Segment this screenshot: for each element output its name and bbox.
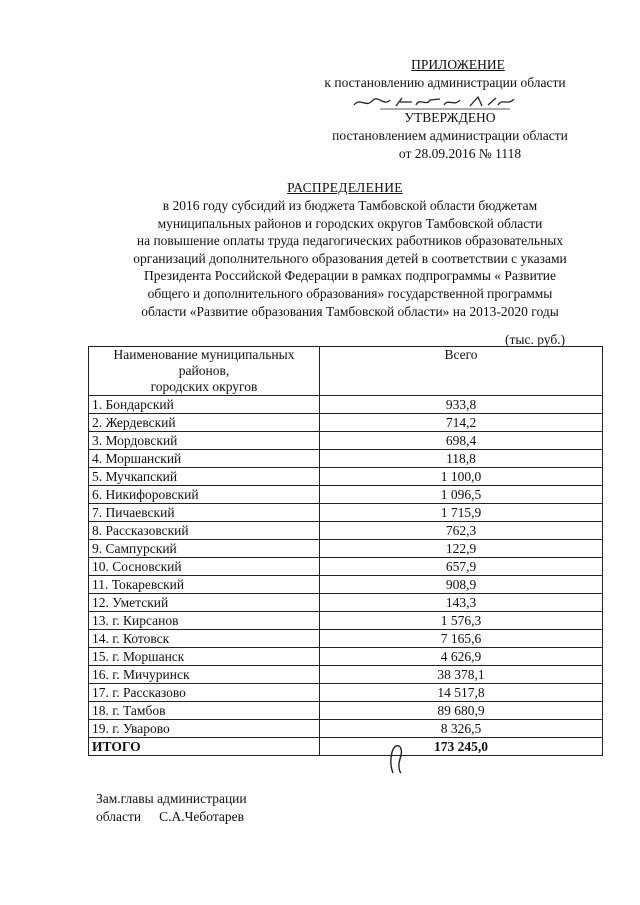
description-line: организаций дополнительного образования детей в соответствии с указами bbox=[133, 250, 567, 266]
row-total: 14 517,8 bbox=[320, 684, 603, 702]
table-header-row bbox=[89, 347, 603, 396]
table-row bbox=[89, 594, 603, 612]
row-total: 38 378,1 bbox=[320, 666, 603, 684]
row-total: 1 715,9 bbox=[320, 504, 603, 522]
units-label: (тыс. руб.) bbox=[505, 332, 566, 347]
signature-position-2: области bbox=[96, 809, 142, 824]
row-name: 6. Никифоровский bbox=[89, 486, 320, 504]
header-name-line: Наименование муниципальных bbox=[113, 347, 295, 362]
table-row bbox=[89, 450, 603, 468]
signature-line bbox=[96, 808, 244, 825]
row-total: 714,2 bbox=[320, 414, 603, 432]
table-row bbox=[89, 540, 603, 558]
row-total: 8 326,5 bbox=[320, 720, 603, 738]
total-label: ИТОГО bbox=[89, 738, 320, 756]
table-row bbox=[89, 576, 603, 594]
header-name-line: городских округов bbox=[150, 379, 258, 394]
table-row bbox=[89, 432, 603, 450]
row-total: 7 165,6 bbox=[320, 630, 603, 648]
row-name: 15. г. Моршанск bbox=[89, 648, 320, 666]
approved-title: УТВЕРЖДЕНО bbox=[404, 110, 496, 125]
approved-line-1: постановлением администрации области bbox=[332, 128, 568, 143]
row-total: 4 626,9 bbox=[320, 648, 603, 666]
row-total: 1 096,5 bbox=[320, 486, 603, 504]
table-row bbox=[89, 720, 603, 738]
table-row bbox=[89, 702, 603, 720]
table-row bbox=[89, 630, 603, 648]
row-name: 5. Мучкапский bbox=[89, 468, 320, 486]
row-total: 1 576,3 bbox=[320, 612, 603, 630]
row-name: 18. г. Тамбов bbox=[89, 702, 320, 720]
row-name: 12. Уметский bbox=[89, 594, 320, 612]
table-row bbox=[89, 684, 603, 702]
row-name: 17. г. Рассказово bbox=[89, 684, 320, 702]
row-name: 4. Моршанский bbox=[89, 450, 320, 468]
row-name: 13. г. Кирсанов bbox=[89, 612, 320, 630]
table-row bbox=[89, 522, 603, 540]
distribution-table bbox=[88, 346, 603, 756]
table-row bbox=[89, 468, 603, 486]
row-total: 908,9 bbox=[320, 576, 603, 594]
row-total: 143,3 bbox=[320, 594, 603, 612]
distribution-title: РАСПРЕДЕЛЕНИЕ bbox=[287, 180, 403, 195]
row-name: 1. Бондарский bbox=[89, 396, 320, 414]
row-name: 16. г. Мичуринск bbox=[89, 666, 320, 684]
row-name: 11. Токаревский bbox=[89, 576, 320, 594]
row-name: 10. Сосновский bbox=[89, 558, 320, 576]
table-row bbox=[89, 666, 603, 684]
description-line: общего и дополнительного образования» государственной программы bbox=[147, 285, 553, 301]
signature-name: С.А.Чеботарев bbox=[159, 809, 245, 824]
row-name: 2. Жердевский bbox=[89, 414, 320, 432]
annex-title: ПРИЛОЖЕНИЕ bbox=[411, 57, 505, 72]
approved-line-2: от 28.09.2016 № 1118 bbox=[398, 146, 522, 161]
row-total: 89 680,9 bbox=[320, 702, 603, 720]
header-name bbox=[89, 347, 320, 396]
row-name: 3. Мордовский bbox=[89, 432, 320, 450]
table-row bbox=[89, 648, 603, 666]
row-total: 698,4 bbox=[320, 432, 603, 450]
handwritten-mark bbox=[385, 743, 407, 775]
annex-subtitle: к постановлению администрации области bbox=[324, 75, 566, 90]
description-line: муниципальных районов и городских округов Тамбовской области bbox=[157, 215, 543, 231]
row-name: 19. г. Уварово bbox=[89, 720, 320, 738]
row-total: 762,3 bbox=[320, 522, 603, 540]
handwritten-date-signature bbox=[350, 93, 520, 111]
row-total: 122,9 bbox=[320, 540, 603, 558]
row-name: 14. г. Котовск bbox=[89, 630, 320, 648]
row-name: 7. Пичаевский bbox=[89, 504, 320, 522]
row-total: 1 100,0 bbox=[320, 468, 603, 486]
row-name: 8. Рассказовский bbox=[89, 522, 320, 540]
description-line: в 2016 году субсидий из бюджета Тамбовской области бюджетам bbox=[162, 198, 538, 213]
table-row bbox=[89, 558, 603, 576]
total-row bbox=[89, 738, 603, 756]
table-row bbox=[89, 486, 603, 504]
table-row bbox=[89, 396, 603, 414]
description-line: на повышение оплаты труда педагогических работников образовательных bbox=[136, 233, 564, 249]
signature-position: Зам.главы администрации bbox=[96, 791, 247, 806]
header-total: Всего bbox=[320, 347, 603, 396]
header-name-line: районов, bbox=[178, 363, 230, 378]
row-total: 657,9 bbox=[320, 558, 603, 576]
row-total: 933,8 bbox=[320, 396, 603, 414]
description-line: области «Развитие образования Тамбовской области» на 2013-2020 годы bbox=[141, 303, 559, 319]
row-total: 118,8 bbox=[320, 450, 603, 468]
table-row bbox=[89, 414, 603, 432]
description-line: Президента Российской Федерации в рамках подпрограммы « Развитие bbox=[144, 268, 556, 284]
table-row bbox=[89, 504, 603, 522]
table-row bbox=[89, 612, 603, 630]
total-value: 173 245,0 bbox=[320, 738, 603, 756]
distribution-description bbox=[90, 197, 610, 320]
row-name: 9. Сампурский bbox=[89, 540, 320, 558]
